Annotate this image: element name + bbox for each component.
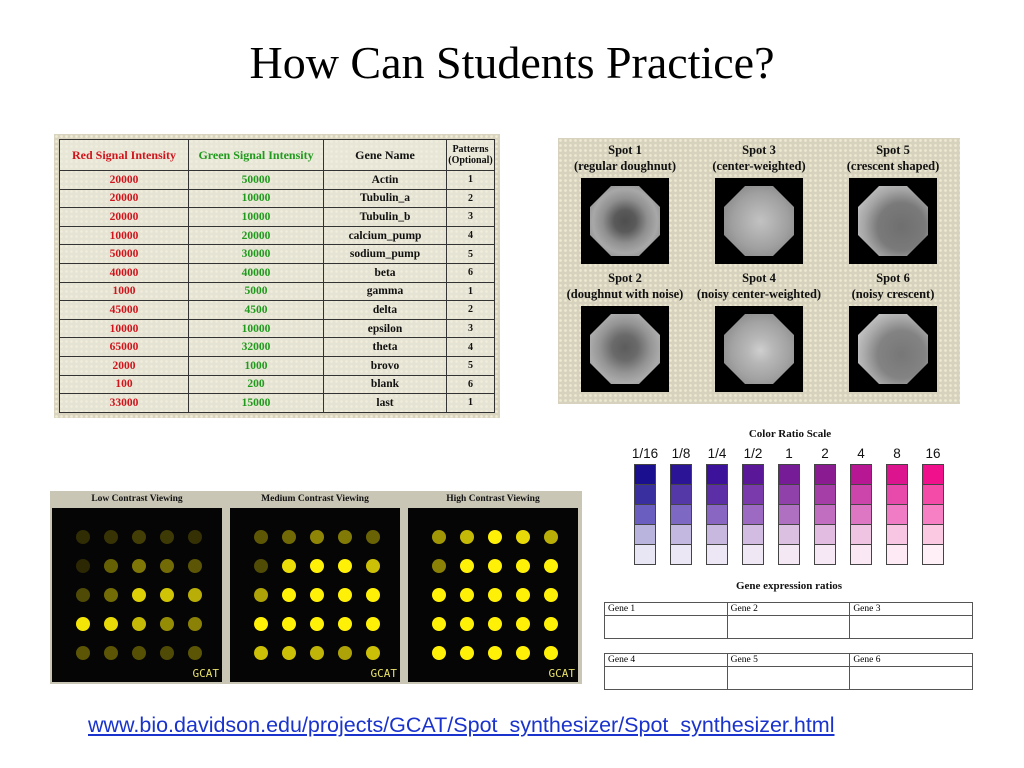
red-signal-cell: 65000	[60, 338, 189, 357]
gene-4-value-cell[interactable]	[605, 667, 728, 690]
ratio-column	[706, 446, 728, 565]
gene-1-label: Gene 1	[605, 603, 728, 616]
microarray-spot	[160, 617, 174, 631]
spot-description: (noisy center-weighted)	[696, 287, 822, 301]
gene-3-label: Gene 3	[850, 603, 973, 616]
microarray-spot	[338, 588, 352, 602]
ratio-label: 1/4	[707, 446, 727, 461]
ratio-swatch	[742, 505, 764, 525]
ratio-swatch	[634, 485, 656, 505]
pattern-cell: 5	[447, 356, 495, 375]
microarray-spot	[432, 646, 446, 660]
ratio-swatch	[886, 505, 908, 525]
spot-cell	[692, 270, 826, 392]
microarray-spot	[282, 559, 296, 573]
gene-name-cell: gamma	[324, 282, 447, 301]
microarray-spot	[132, 617, 146, 631]
gene-name-cell: Tubulin_b	[324, 208, 447, 227]
microarray-spot	[432, 588, 446, 602]
table-row	[60, 208, 495, 227]
green-signal-cell: 1000	[189, 356, 324, 375]
microarray-spot	[104, 617, 118, 631]
microarray-spot	[104, 588, 118, 602]
red-signal-header: Red Signal Intensity	[60, 140, 189, 171]
ratio-swatch	[634, 545, 656, 565]
spot-disc	[858, 186, 928, 256]
microarray-spot	[366, 559, 380, 573]
microarray-spot	[160, 530, 174, 544]
red-signal-cell: 45000	[60, 301, 189, 320]
contrast-spot-grid	[52, 508, 222, 682]
microarray-spot	[544, 530, 558, 544]
microarray-spot	[460, 617, 474, 631]
contrast-view-high	[406, 491, 580, 684]
pattern-cell: 3	[447, 208, 495, 227]
ratio-swatch	[670, 545, 692, 565]
ratio-swatch	[742, 545, 764, 565]
microarray-spot	[544, 559, 558, 573]
microarray-spot	[188, 530, 202, 544]
microarray-spot	[338, 617, 352, 631]
green-signal-header: Green Signal Intensity	[189, 140, 324, 171]
table-row	[60, 282, 495, 301]
microarray-spot	[76, 617, 90, 631]
ratio-swatch	[670, 505, 692, 525]
microarray-spot	[516, 646, 530, 660]
ratio-label: 4	[857, 446, 865, 461]
microarray-spot	[282, 530, 296, 544]
table-row	[60, 375, 495, 394]
gene-expression-table-1	[604, 602, 973, 639]
patterns-header-optional: (Optional)	[448, 155, 493, 166]
source-url-link[interactable]: www.bio.davidson.edu/projects/GCAT/Spot_synthesizer/Spot_synthesizer.html	[88, 713, 835, 737]
spot-disc	[590, 314, 660, 384]
microarray-spot	[132, 559, 146, 573]
gene-expression-title: Gene expression ratios	[735, 580, 843, 592]
microarray-spot	[76, 646, 90, 660]
spot-description: (noisy crescent)	[851, 287, 935, 301]
microarray-spot	[460, 588, 474, 602]
microarray-spot	[254, 646, 268, 660]
pattern-cell: 4	[447, 226, 495, 245]
ratio-column	[922, 446, 944, 565]
microarray-spot	[310, 646, 324, 660]
microarray-spot	[76, 588, 90, 602]
microarray-spot	[488, 646, 502, 660]
microarray-spot	[516, 530, 530, 544]
spot-cell	[826, 142, 960, 264]
microarray-spot	[188, 559, 202, 573]
gene-name-cell: calcium_pump	[324, 226, 447, 245]
red-signal-cell: 10000	[60, 319, 189, 338]
spot-image	[849, 178, 937, 264]
microarray-spot	[132, 588, 146, 602]
ratio-swatch	[778, 525, 800, 545]
microarray-spot	[132, 646, 146, 660]
ratio-swatch	[778, 545, 800, 565]
spot-description: (center-weighted)	[712, 159, 806, 173]
contrast-view-label: Low Contrast Viewing	[91, 494, 183, 504]
gene-expression-ratios	[604, 578, 974, 688]
spot-image	[581, 306, 669, 392]
green-signal-cell: 20000	[189, 226, 324, 245]
microarray-spot	[188, 646, 202, 660]
spot-disc	[858, 314, 928, 384]
ratio-column	[850, 446, 872, 565]
microarray-spot	[488, 559, 502, 573]
ratio-swatch	[670, 525, 692, 545]
microarray-spot	[132, 530, 146, 544]
ratio-swatch	[706, 505, 728, 525]
microarray-spot	[310, 617, 324, 631]
spot-disc	[590, 186, 660, 256]
microarray-spot	[366, 588, 380, 602]
microarray-spot	[432, 617, 446, 631]
green-signal-cell: 30000	[189, 245, 324, 264]
microarray-spot	[516, 559, 530, 573]
spot-cell	[692, 142, 826, 264]
ratio-swatch	[742, 485, 764, 505]
table-row	[60, 301, 495, 320]
microarray-spot	[104, 530, 118, 544]
microarray-spot	[254, 588, 268, 602]
green-signal-cell: 10000	[189, 189, 324, 208]
ratio-swatch	[922, 525, 944, 545]
microarray-spot	[366, 617, 380, 631]
spot-cell	[558, 270, 692, 392]
gene-table	[59, 139, 495, 413]
gene-name-cell: sodium_pump	[324, 245, 447, 264]
red-signal-cell: 2000	[60, 356, 189, 375]
microarray-spot	[366, 646, 380, 660]
patterns-header-label: Patterns	[452, 144, 489, 155]
ratio-swatch	[922, 545, 944, 565]
microarray-spot	[338, 530, 352, 544]
ratio-swatch	[742, 464, 764, 485]
microarray-spot	[282, 617, 296, 631]
microarray-spot	[516, 588, 530, 602]
gene-table-header-row	[60, 140, 495, 171]
ratio-swatch	[634, 464, 656, 485]
microarray-spot	[310, 530, 324, 544]
red-signal-cell: 20000	[60, 171, 189, 190]
table-row	[60, 171, 495, 190]
microarray-spot	[460, 559, 474, 573]
gene-3-value-cell[interactable]	[850, 616, 973, 639]
ratio-swatch	[850, 525, 872, 545]
microarray-spot	[188, 588, 202, 602]
pattern-cell: 6	[447, 375, 495, 394]
microarray-spot	[310, 588, 324, 602]
ratio-swatch	[922, 505, 944, 525]
gene-6-value-cell[interactable]	[850, 667, 973, 690]
red-signal-cell: 20000	[60, 189, 189, 208]
pattern-cell: 4	[447, 338, 495, 357]
ratio-label: 8	[893, 446, 901, 461]
contrast-view-medium	[228, 491, 402, 684]
spot-cell	[558, 142, 692, 264]
ratio-swatch	[850, 485, 872, 505]
ratio-swatch	[850, 545, 872, 565]
spot-name: Spot 5	[876, 143, 910, 157]
ratio-swatch	[814, 505, 836, 525]
contrast-spot-grid	[408, 508, 578, 682]
red-signal-cell: 20000	[60, 208, 189, 227]
green-signal-cell: 32000	[189, 338, 324, 357]
ratio-swatch	[850, 505, 872, 525]
microarray-spot	[544, 646, 558, 660]
microarray-spot	[460, 646, 474, 660]
gcat-watermark: GCAT	[548, 667, 575, 680]
spot-image	[849, 306, 937, 392]
ratio-column	[670, 446, 692, 565]
ratio-swatch	[706, 545, 728, 565]
gene-1-value-cell[interactable]	[605, 616, 728, 639]
microarray-spot	[104, 646, 118, 660]
ratio-swatch	[670, 485, 692, 505]
red-signal-cell: 33000	[60, 394, 189, 413]
ratio-column	[631, 446, 659, 565]
microarray-spot	[488, 530, 502, 544]
gene-name-cell: theta	[324, 338, 447, 357]
table-row	[60, 319, 495, 338]
microarray-spot	[338, 646, 352, 660]
microarray-spot	[488, 588, 502, 602]
ratio-swatch	[706, 464, 728, 485]
microarray-spot	[366, 530, 380, 544]
table-row	[60, 189, 495, 208]
ratio-swatch	[886, 545, 908, 565]
gene-5-value-cell[interactable]	[727, 667, 850, 690]
microarray-spot	[544, 588, 558, 602]
gene-5-label: Gene 5	[727, 654, 850, 667]
contrast-panel	[50, 491, 582, 684]
microarray-spot	[544, 617, 558, 631]
ratio-swatch	[886, 464, 908, 485]
red-signal-cell: 1000	[60, 282, 189, 301]
ratio-swatch	[814, 464, 836, 485]
gene-2-value-cell[interactable]	[727, 616, 850, 639]
ratio-swatch	[814, 525, 836, 545]
green-signal-cell: 5000	[189, 282, 324, 301]
ratio-swatch	[886, 525, 908, 545]
contrast-view-low	[50, 491, 224, 684]
microarray-spot	[432, 559, 446, 573]
ratio-column	[886, 446, 908, 565]
ratio-swatch	[634, 525, 656, 545]
ratio-label: 1/2	[743, 446, 763, 461]
gene-name-cell: last	[324, 394, 447, 413]
gene-name-cell: Tubulin_a	[324, 189, 447, 208]
spots-panel	[558, 138, 960, 404]
microarray-spot	[254, 530, 268, 544]
ratio-swatch	[742, 525, 764, 545]
ratio-swatch	[670, 464, 692, 485]
green-signal-cell: 4500	[189, 301, 324, 320]
spot-description: (crescent shaped)	[846, 159, 940, 173]
table-row	[60, 356, 495, 375]
gene-name-cell: beta	[324, 263, 447, 282]
gene-name-cell: brovo	[324, 356, 447, 375]
green-signal-cell: 10000	[189, 208, 324, 227]
ratio-swatch	[778, 505, 800, 525]
microarray-spot	[160, 646, 174, 660]
patterns-header	[447, 140, 495, 171]
gene-name-header: Gene Name	[324, 140, 447, 171]
ratio-swatch	[922, 464, 944, 485]
gene-6-label: Gene 6	[850, 654, 973, 667]
ratio-swatch	[814, 485, 836, 505]
spot-image	[715, 306, 803, 392]
contrast-spot-grid	[230, 508, 400, 682]
spot-image	[581, 178, 669, 264]
microarray-spot	[488, 617, 502, 631]
microarray-spot	[254, 617, 268, 631]
ratio-label: 1/8	[671, 446, 691, 461]
ratio-swatch	[814, 545, 836, 565]
microarray-spot	[160, 559, 174, 573]
ratio-swatch	[850, 464, 872, 485]
microarray-spot	[282, 588, 296, 602]
color-ratio-scale	[600, 426, 980, 552]
green-signal-cell: 40000	[189, 263, 324, 282]
pattern-cell: 1	[447, 282, 495, 301]
microarray-spot	[76, 559, 90, 573]
ratio-column	[778, 446, 800, 565]
red-signal-cell: 50000	[60, 245, 189, 264]
ratio-swatch	[706, 485, 728, 505]
microarray-spot	[160, 588, 174, 602]
spot-image	[715, 178, 803, 264]
green-signal-cell: 50000	[189, 171, 324, 190]
microarray-spot	[254, 559, 268, 573]
ratio-swatch	[634, 505, 656, 525]
ratio-column	[814, 446, 836, 565]
table-row	[60, 245, 495, 264]
gene-name-cell: blank	[324, 375, 447, 394]
pattern-cell: 3	[447, 319, 495, 338]
pattern-cell: 1	[447, 171, 495, 190]
spot-name: Spot 1	[608, 143, 642, 157]
microarray-spot	[338, 559, 352, 573]
gene-name-cell: Actin	[324, 171, 447, 190]
color-ratio-scale-title: Color Ratio Scale	[748, 428, 832, 440]
pattern-cell: 5	[447, 245, 495, 264]
ratio-swatch	[706, 525, 728, 545]
spot-name: Spot 2	[608, 271, 642, 285]
microarray-spot	[310, 559, 324, 573]
spot-description: (regular doughnut)	[574, 159, 676, 173]
red-signal-cell: 10000	[60, 226, 189, 245]
gene-table-panel	[54, 134, 500, 418]
red-signal-cell: 100	[60, 375, 189, 394]
table-row	[60, 338, 495, 357]
spot-name: Spot 6	[876, 271, 910, 285]
pattern-cell: 1	[447, 394, 495, 413]
contrast-view-label: Medium Contrast Viewing	[261, 494, 369, 504]
gene-2-label: Gene 2	[727, 603, 850, 616]
microarray-spot	[76, 530, 90, 544]
pattern-cell: 2	[447, 189, 495, 208]
gene-table-body	[60, 171, 495, 413]
table-row	[60, 226, 495, 245]
microarray-spot	[104, 559, 118, 573]
spot-description: (doughnut with noise)	[566, 287, 684, 301]
microarray-spot	[516, 617, 530, 631]
spot-cell	[826, 270, 960, 392]
red-signal-cell: 40000	[60, 263, 189, 282]
contrast-view-label: High Contrast Viewing	[446, 494, 540, 504]
gcat-watermark: GCAT	[192, 667, 219, 680]
microarray-spot	[432, 530, 446, 544]
ratio-label: 16	[925, 446, 941, 461]
gene-expression-table-2	[604, 653, 973, 690]
green-signal-cell: 200	[189, 375, 324, 394]
gcat-watermark: GCAT	[370, 667, 397, 680]
spot-name: Spot 3	[742, 143, 776, 157]
microarray-spot	[282, 646, 296, 660]
green-signal-cell: 10000	[189, 319, 324, 338]
table-row	[60, 394, 495, 413]
ratio-swatch	[778, 485, 800, 505]
ratio-swatch	[778, 464, 800, 485]
table-row	[60, 263, 495, 282]
gene-name-cell: epsilon	[324, 319, 447, 338]
ratio-label: 1	[785, 446, 793, 461]
spot-name: Spot 4	[742, 271, 776, 285]
ratio-swatch	[922, 485, 944, 505]
green-signal-cell: 15000	[189, 394, 324, 413]
ratio-label: 2	[821, 446, 829, 461]
microarray-spot	[188, 617, 202, 631]
ratio-column	[742, 446, 764, 565]
pattern-cell: 2	[447, 301, 495, 320]
pattern-cell: 6	[447, 263, 495, 282]
ratio-swatch	[886, 485, 908, 505]
slide-title: How Can Students Practice?	[249, 37, 775, 88]
gene-4-label: Gene 4	[605, 654, 728, 667]
spot-disc	[724, 314, 794, 384]
spot-disc	[724, 186, 794, 256]
ratio-label: 1/16	[631, 446, 659, 461]
gene-name-cell: delta	[324, 301, 447, 320]
microarray-spot	[460, 530, 474, 544]
